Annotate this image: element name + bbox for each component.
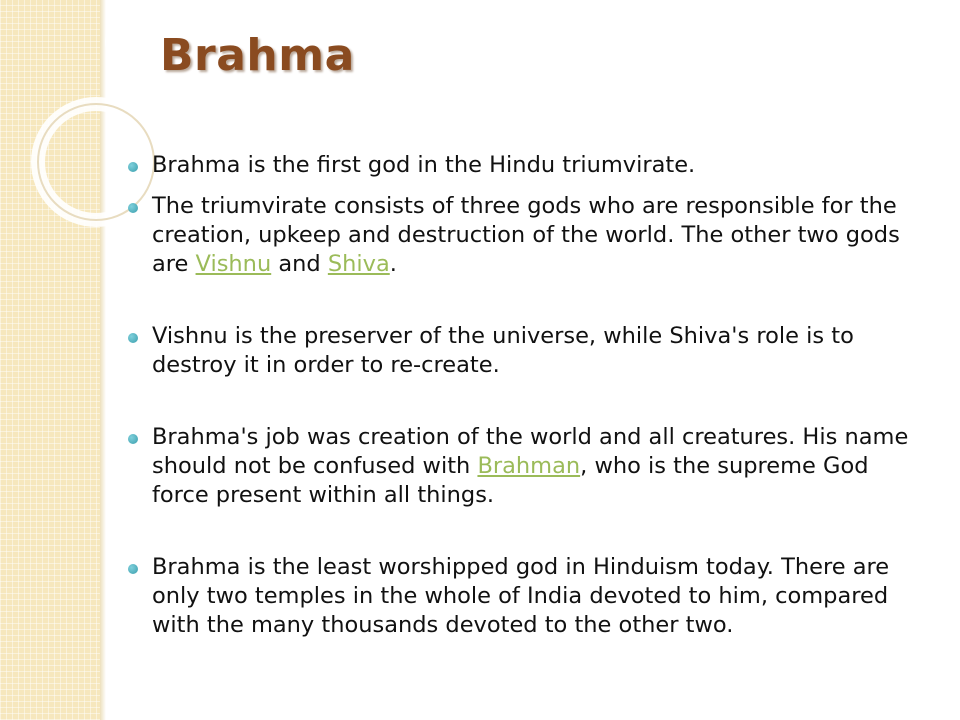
bullet-dot-icon [128, 564, 138, 574]
bullet-item [128, 151, 928, 180]
bullet-item [128, 423, 928, 510]
bullet-text: Brahma is the first god in the Hindu triumvirate. [152, 152, 696, 178]
bullet-item [128, 553, 928, 640]
bullet-text: Brahma's job was creation of the world and all creatures. His name should not be confused with [152, 424, 909, 479]
bullet-item [128, 192, 928, 279]
link-vishnu[interactable]: Vishnu [195, 251, 272, 277]
bullet-text: and [271, 251, 328, 277]
bullet-item [128, 322, 928, 380]
bullet-text: , who is the supreme God force present within all things. [152, 453, 869, 508]
bullet-list [128, 151, 928, 640]
bullet-dot-icon [128, 434, 138, 444]
link-shiva[interactable]: Shiva [327, 251, 390, 277]
bullet-dot-icon [128, 203, 138, 213]
bullet-text: Brahma is the least worshipped god in Hinduism today. There are only two temples in the whole of India devoted to him, compared with the many thousands devoted to the other two. [152, 554, 890, 638]
slide-title: Brahma [160, 30, 355, 81]
bullet-text: Vishnu is the preserver of the universe, while Shiva's role is to destroy it in order to re-create. [152, 323, 854, 378]
bullet-text: . [389, 251, 397, 277]
bullet-dot-icon [128, 333, 138, 343]
bullet-text: The triumvirate consists of three gods who are responsible for the creation, upkeep and destruction of the world. The other two gods are [152, 193, 900, 277]
link-brahman[interactable]: Brahman [477, 453, 581, 479]
bullet-dot-icon [128, 162, 138, 172]
